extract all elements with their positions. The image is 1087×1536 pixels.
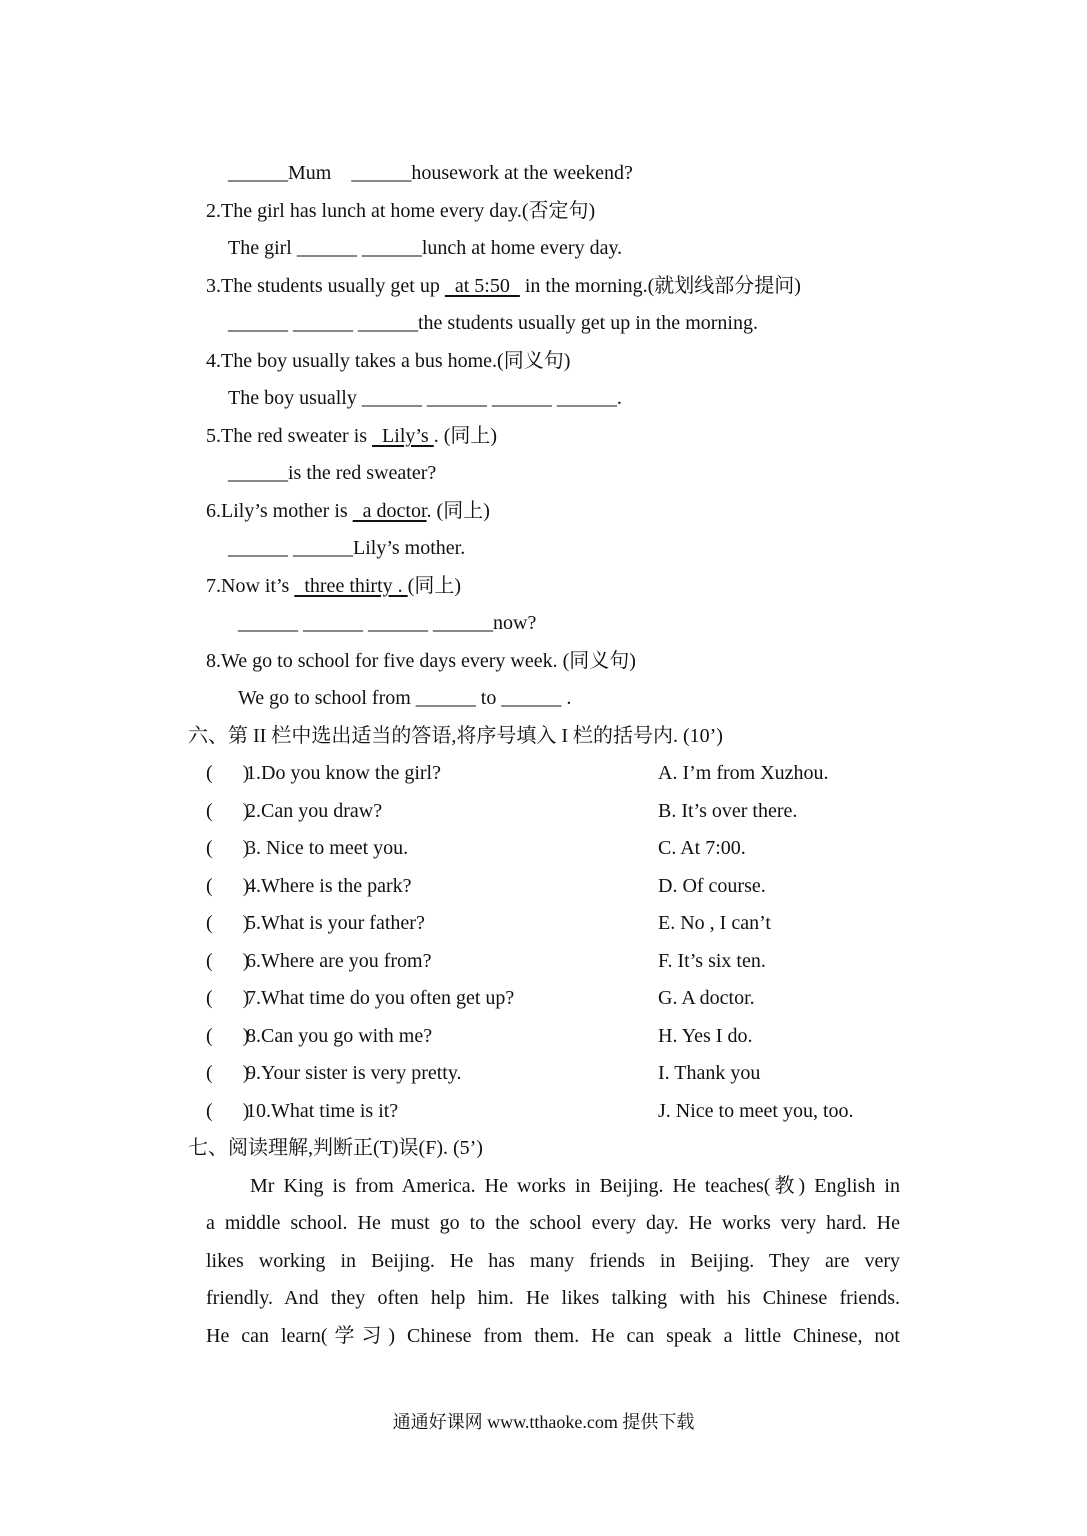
matching-answer: E. No , I can’t — [658, 912, 771, 934]
matching-question: 10.What time is it? — [246, 1100, 399, 1122]
q3-prompt — [206, 274, 801, 298]
q7-answer-line: ______ ______ ______ ______now? — [238, 612, 537, 634]
page-footer: 通通好课网 www.tthaoke.com 提供下载 — [392, 1412, 695, 1432]
matching-question: 8.Can you go with me? — [246, 1025, 433, 1047]
matching-question: 6.Where are you from? — [246, 950, 432, 972]
answer-bracket[interactable]: ( ) — [206, 837, 250, 859]
passage-line: He can learn(学习) Chinese from them. He can speak a little Chinese, not — [206, 1325, 900, 1347]
matching-answer: D. Of course. — [658, 875, 766, 897]
q6-underlined-phrase: a doctor — [352, 500, 427, 522]
q4-answer-line: The boy usually ______ ______ ______ ______. — [228, 387, 622, 409]
q5-prompt — [206, 424, 497, 448]
q6-prompt-post: . (同上) — [426, 500, 490, 522]
q6-prompt-pre: 6.Lily’s mother is — [206, 500, 353, 522]
matching-question: 3. Nice to meet you. — [246, 837, 409, 859]
q8-answer-line: We go to school from ______ to ______ . — [238, 687, 572, 709]
matching-answer: F. It’s six ten. — [658, 950, 766, 972]
matching-question: 4.Where is the park? — [246, 875, 412, 897]
q7-prompt-pre: 7.Now it’s — [206, 575, 295, 597]
q6-prompt — [206, 499, 490, 523]
q7-underlined-phrase: three thirty . — [294, 575, 408, 597]
matching-answer: J. Nice to meet you, too. — [658, 1100, 854, 1122]
q7-prompt — [206, 574, 461, 598]
matching-answer: G. A doctor. — [658, 987, 755, 1009]
matching-answer: A. I’m from Xuzhou. — [658, 762, 829, 784]
q4-prompt: 4.The boy usually takes a bus home.(同义句) — [206, 350, 571, 372]
passage-line: friendly. And they often help him. He likes talking with his Chinese friends. — [206, 1287, 900, 1309]
matching-question: 9.Your sister is very pretty. — [246, 1062, 462, 1084]
passage-line: likes working in Beijing. He has many friends in Beijing. They are very — [206, 1250, 900, 1272]
q2-prompt: 2.The girl has lunch at home every day.(否定句) — [206, 200, 596, 222]
answer-bracket[interactable]: ( ) — [206, 950, 250, 972]
matching-question: 2.Can you draw? — [246, 800, 383, 822]
q6-answer-line: ______ ______Lily’s mother. — [228, 537, 466, 559]
answer-bracket[interactable]: ( ) — [206, 1100, 250, 1122]
passage-line: a middle school. He must go to the school every day. He works very hard. He — [206, 1212, 900, 1234]
answer-bracket[interactable]: ( ) — [206, 1025, 250, 1047]
q7-prompt-post: (同上) — [407, 575, 461, 597]
q5-underlined-phrase: Lily’s — [372, 425, 434, 447]
matching-question: 1.Do you know the girl? — [246, 762, 441, 784]
passage-line: Mr King is from America. He works in Beijing. He teaches(教) English in — [250, 1175, 900, 1197]
matching-answer: B. It’s over there. — [658, 800, 798, 822]
q8-prompt: 8.We go to school for five days every week. (同义句) — [206, 650, 636, 672]
q5-prompt-pre: 5.The red sweater is — [206, 425, 373, 447]
q1-answer-line: ______Mum ______housework at the weekend? — [228, 162, 633, 184]
answer-bracket[interactable]: ( ) — [206, 912, 250, 934]
answer-bracket[interactable]: ( ) — [206, 875, 250, 897]
section6-heading: 六、第 II 栏中选出适当的答语,将序号填入 I 栏的括号内. (10’) — [188, 725, 723, 747]
matching-answer: C. At 7:00. — [658, 837, 746, 859]
answer-bracket[interactable]: ( ) — [206, 762, 250, 784]
q3-underlined-phrase: at 5:50 — [444, 275, 520, 297]
matching-answer: I. Thank you — [658, 1062, 761, 1084]
section7-heading: 七、阅读理解,判断正(T)误(F). (5’) — [188, 1137, 483, 1159]
q3-prompt-pre: 3.The students usually get up — [206, 275, 445, 297]
matching-answer: H. Yes I do. — [658, 1025, 753, 1047]
q5-prompt-post: . (同上) — [433, 425, 498, 447]
matching-question: 5.What is your father? — [246, 912, 425, 934]
q2-answer-line: The girl ______ ______lunch at home every day. — [228, 237, 623, 259]
answer-bracket[interactable]: ( ) — [206, 800, 250, 822]
answer-bracket[interactable]: ( ) — [206, 987, 250, 1009]
q5-answer-line: ______is the red sweater? — [228, 462, 437, 484]
q3-answer-line: ______ ______ ______the students usually get up in the morning. — [228, 312, 758, 334]
answer-bracket[interactable]: ( ) — [206, 1062, 250, 1084]
q3-prompt-post: in the morning.(就划线部分提问) — [519, 275, 801, 297]
matching-question: 7.What time do you often get up? — [246, 987, 515, 1009]
